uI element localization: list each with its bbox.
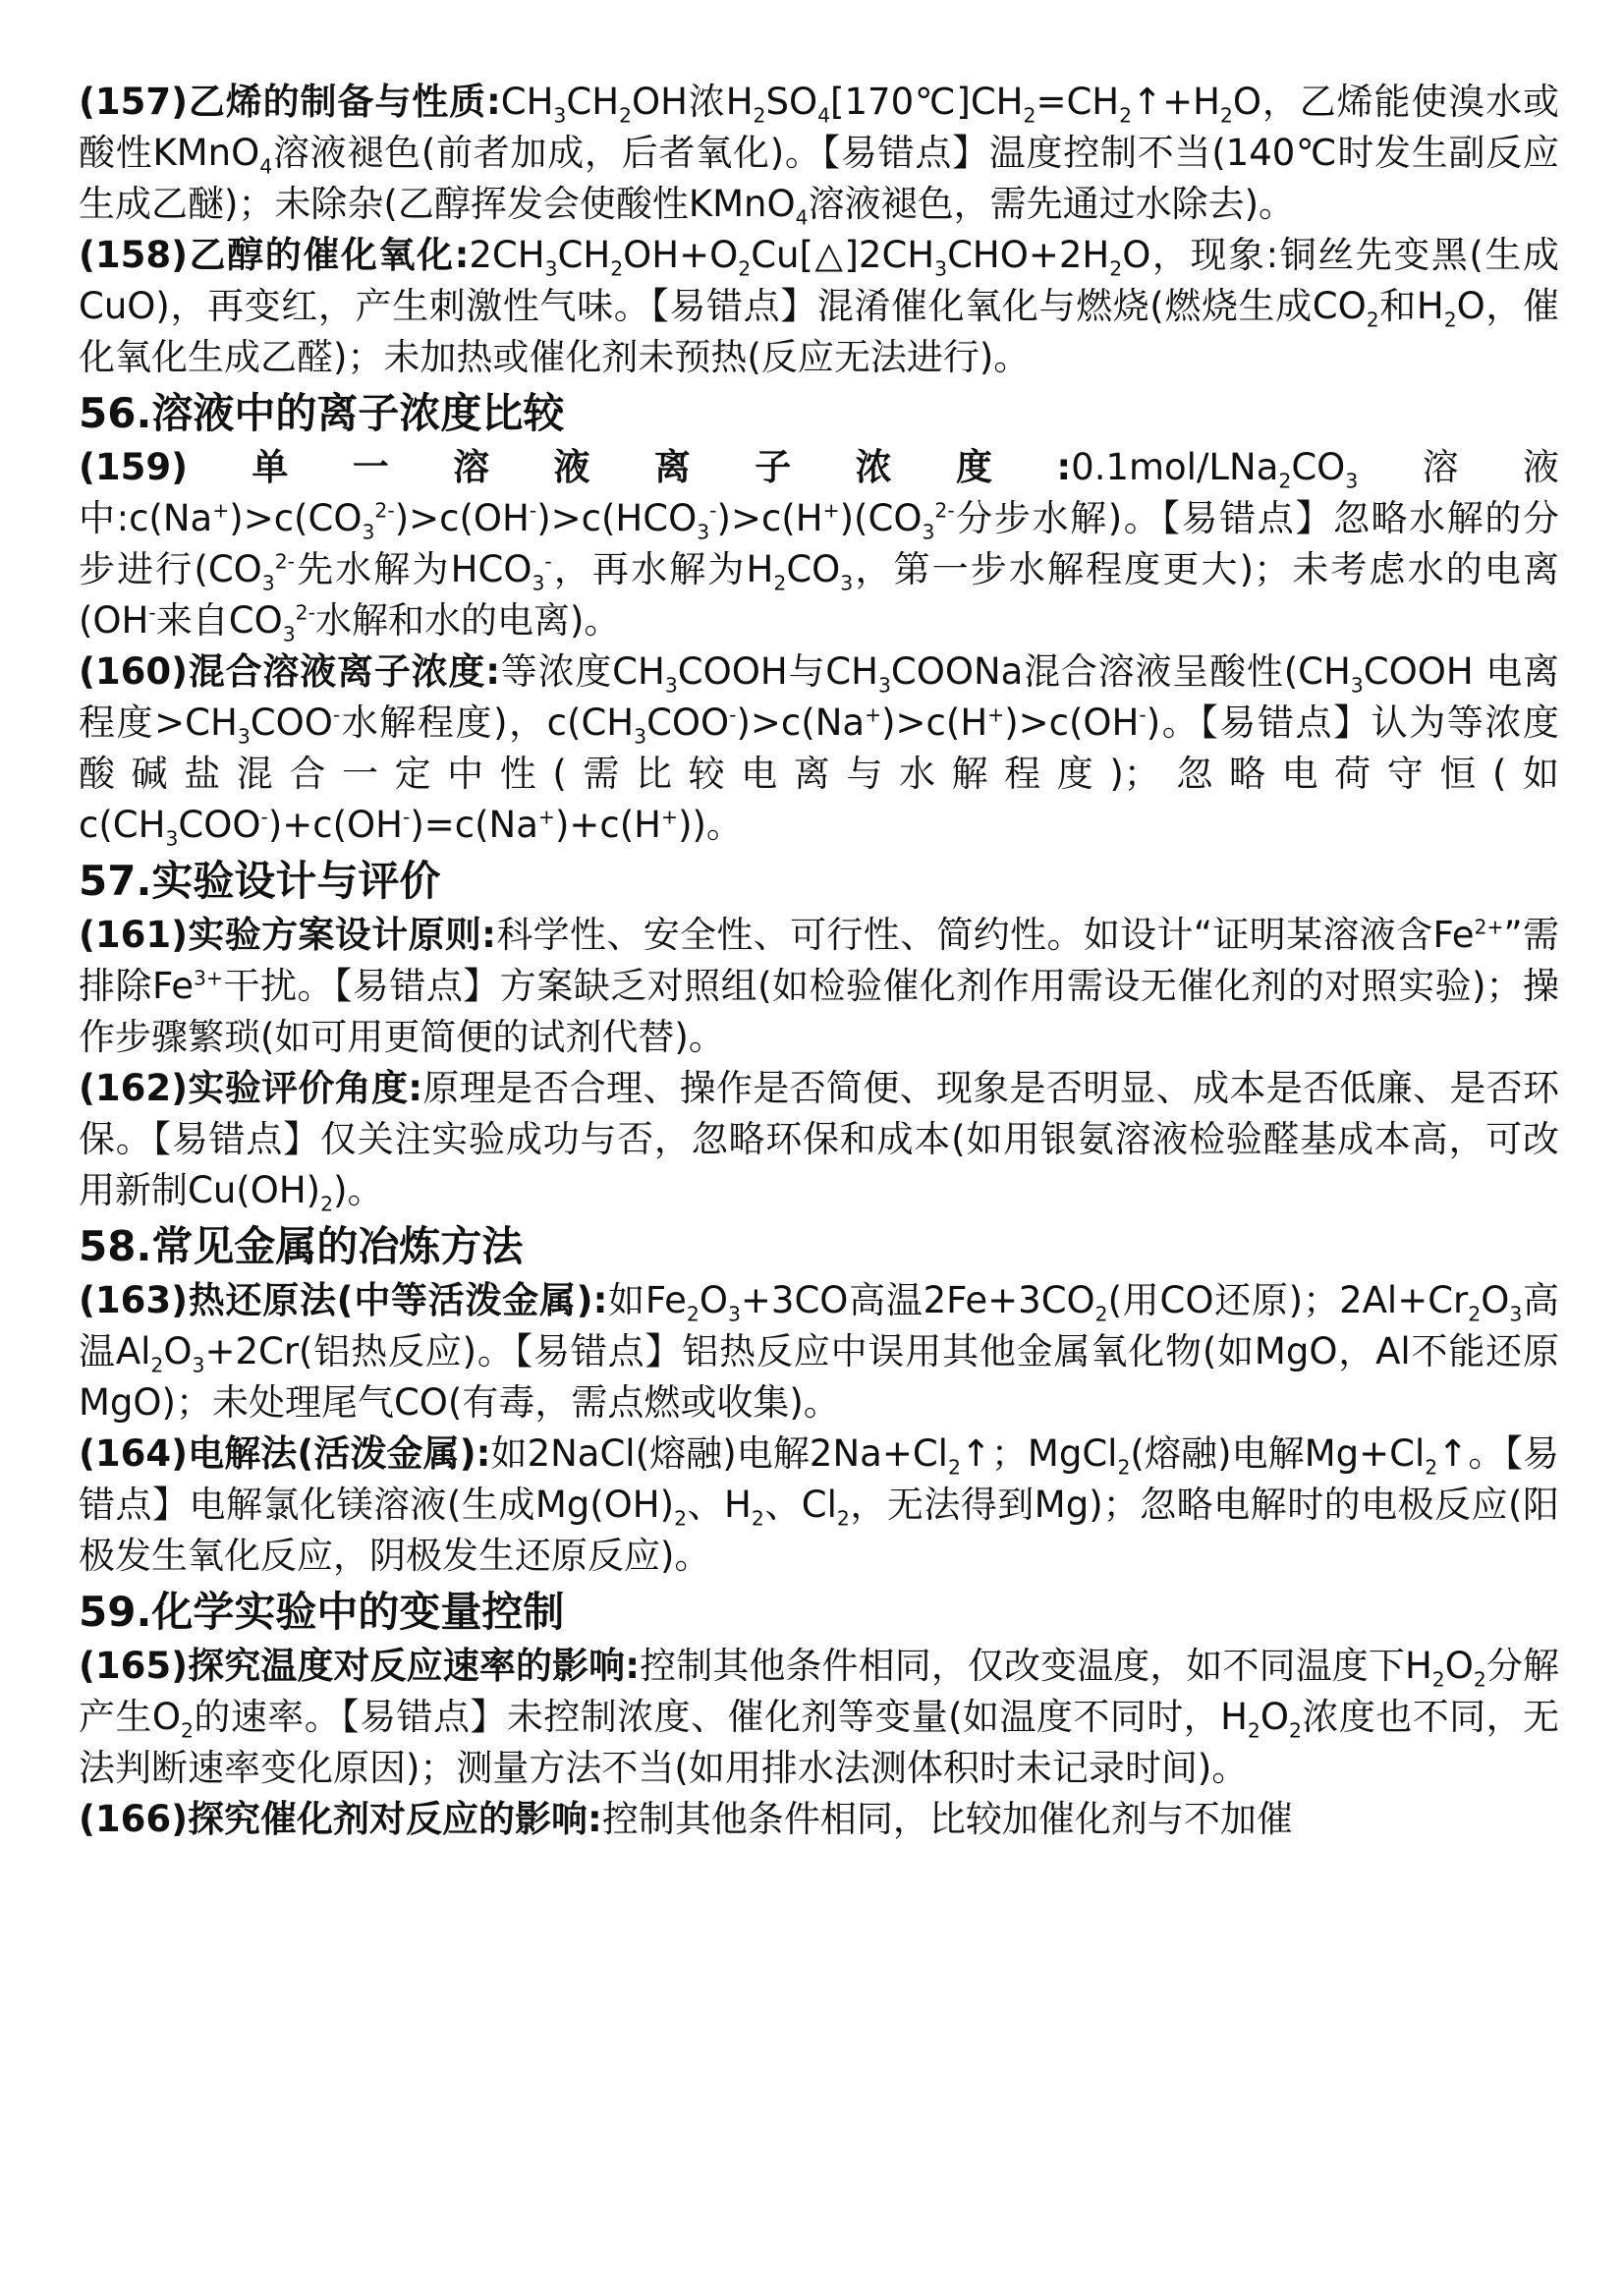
- item-text: 科学性、安全性、可行性、简约性。如设计“证明某溶液含$Fe^{2+}$”需排除$Fe^{3+}$干扰。【易错点】方案缺乏对照组(如检验催化剂作用需设无催化剂的对照实验)；操作步骤繁琐(如可用更简便的试剂代替)。: [79, 914, 1559, 1058]
- knowledge-item: [79, 1641, 1559, 1794]
- section-heading: 56.溶液中的离子浓度比较: [79, 389, 565, 437]
- knowledge-item: [79, 646, 1559, 851]
- item-label: (163)热还原法(中等活泼金属):: [79, 1279, 608, 1321]
- item-text: 控制其他条件相同，仅改变温度，如不同温度下$H_2O_2$分解产生$O_2$的速率。【易错点】未控制浓度、催化剂等变量(如温度不同时，$H_2O_2$浓度也不同，无法判断速率变化原因)；测量方法不当(如用排水法测体积时未记录时间)。: [79, 1645, 1560, 1789]
- item-text: 如2NaCl(熔融)电解$2Na+Cl_2↑$；MgCl$_2$(熔融)电解$Mg+Cl_2↑$。【易错点】电解氯化镁溶液(生成$Mg(OH)_2$、$H_2$、$Cl_2$，无法得到Mg)；忽略电解时的电极反应(阳极发生氧化反应，阴极发生还原反应)。: [79, 1432, 1559, 1577]
- item-text: 如$Fe_2O_3+3CO$高温$2Fe+3CO_2$(用CO还原)；$2Al+Cr_2O_3$高温$Al_2O_3+2Cr$(铝热反应)。【易错点】铝热反应中误用其他金属氧化物(如MgO，Al不能还原MgO)；未处理尾气CO(有毒，需点燃或收集)。: [79, 1279, 1560, 1424]
- item-label: (165)探究温度对反应速率的影响:: [79, 1645, 641, 1687]
- item-label: (160)混合溶液离子浓度:: [79, 650, 500, 693]
- knowledge-item: [79, 230, 1559, 383]
- item-label: (157)乙烯的制备与性质:: [79, 81, 501, 123]
- item-text: 控制其他条件相同，比较加催化剂与不加催: [601, 1798, 1293, 1840]
- item-text: 原理是否合理、操作是否简便、现象是否明显、成本是否低廉、是否环保。【易错点】仅关注实验成功与否，忽略环保和成本(如用银氨溶液检验醛基成本高，可改用新制$Cu(OH)_2$)。: [79, 1067, 1559, 1216]
- knowledge-item: [79, 77, 1559, 230]
- item-label: (159)单一溶液离子浓度:: [79, 446, 1072, 488]
- knowledge-item: [79, 442, 1559, 646]
- item-text: $CH_3CH_2OH$浓$H_2SO_4[170℃]CH_2=CH_2↑+H_2O$，乙烯能使溴水或酸性KMnO$_4$溶液褪色(前者加成，后者氧化)。【易错点】温度控制不当(140℃时发生副反应生成乙醚)；未除杂(乙醇挥发会使酸性KMnO$_4$溶液褪色，需先通过水除去)。: [79, 81, 1560, 230]
- item-label: (158)乙醇的催化氧化:: [79, 234, 470, 276]
- section-heading: 59.化学实验中的变量控制: [79, 1588, 565, 1636]
- knowledge-item: [79, 1428, 1559, 1582]
- document-body: [79, 77, 1559, 1845]
- item-label: (162)实验评价角度:: [79, 1067, 423, 1109]
- knowledge-item: [79, 1063, 1559, 1216]
- item-label: (164)电解法(活泼金属):: [79, 1432, 491, 1475]
- item-label: (161)实验方案设计原则:: [79, 914, 496, 956]
- knowledge-item: [79, 1275, 1559, 1428]
- section-heading: 57.实验设计与评价: [79, 857, 441, 905]
- item-text: $2CH_3CH_2OH+O_2Cu[\triangle]2CH_3CHO+2H_2O$，现象:铜丝先变黑(生成CuO)，再变红，产生刺激性气味。【易错点】混淆催化氧化与燃烧(燃烧生成$CO_2$和$H_2O$，催化氧化生成乙醛)；未加热或催化剂未预热(反应无法进行)。: [79, 234, 1560, 378]
- item-text: 等浓度$CH_3COOH$与$CH_3COONa$混合溶液呈酸性($CH_3COOH$ 电离程度$>CH_3COO^-$水解程度)，$c(CH_3COO^-)>c(Na^+)>c(H^+)>c(OH^-)$。【易错点】认为等浓度酸碱盐混合一定中性(需比较电离与水解程度)；忽略电荷守恒(如$c(CH_3COO^-)+c(OH^-)=c(Na^+)+c(H^+)$)。: [79, 650, 1559, 851]
- knowledge-item: [79, 1794, 1559, 1845]
- item-text: $0.1mol/LNa_2CO_3$溶液中$:c(Na^+)>c(CO_3^{2-})>c(OH^-)>c(HCO_3^-)>c(H^+)(CO_3^{2-}$分步水解)。【易错点】忽略水解的分步进行($CO_3^{2-}$先水解为$HCO_3^-$，再水解为$H_2CO_3$，第一步水解程度更大)；未考虑水的电离(OH-来自$CO_3^{2-}$水解和水的电离)。: [79, 446, 1560, 646]
- section-heading: 58.常见金属的冶炼方法: [79, 1222, 524, 1270]
- knowledge-item: [79, 910, 1559, 1063]
- item-label: (166)探究催化剂对反应的影响:: [79, 1798, 602, 1840]
